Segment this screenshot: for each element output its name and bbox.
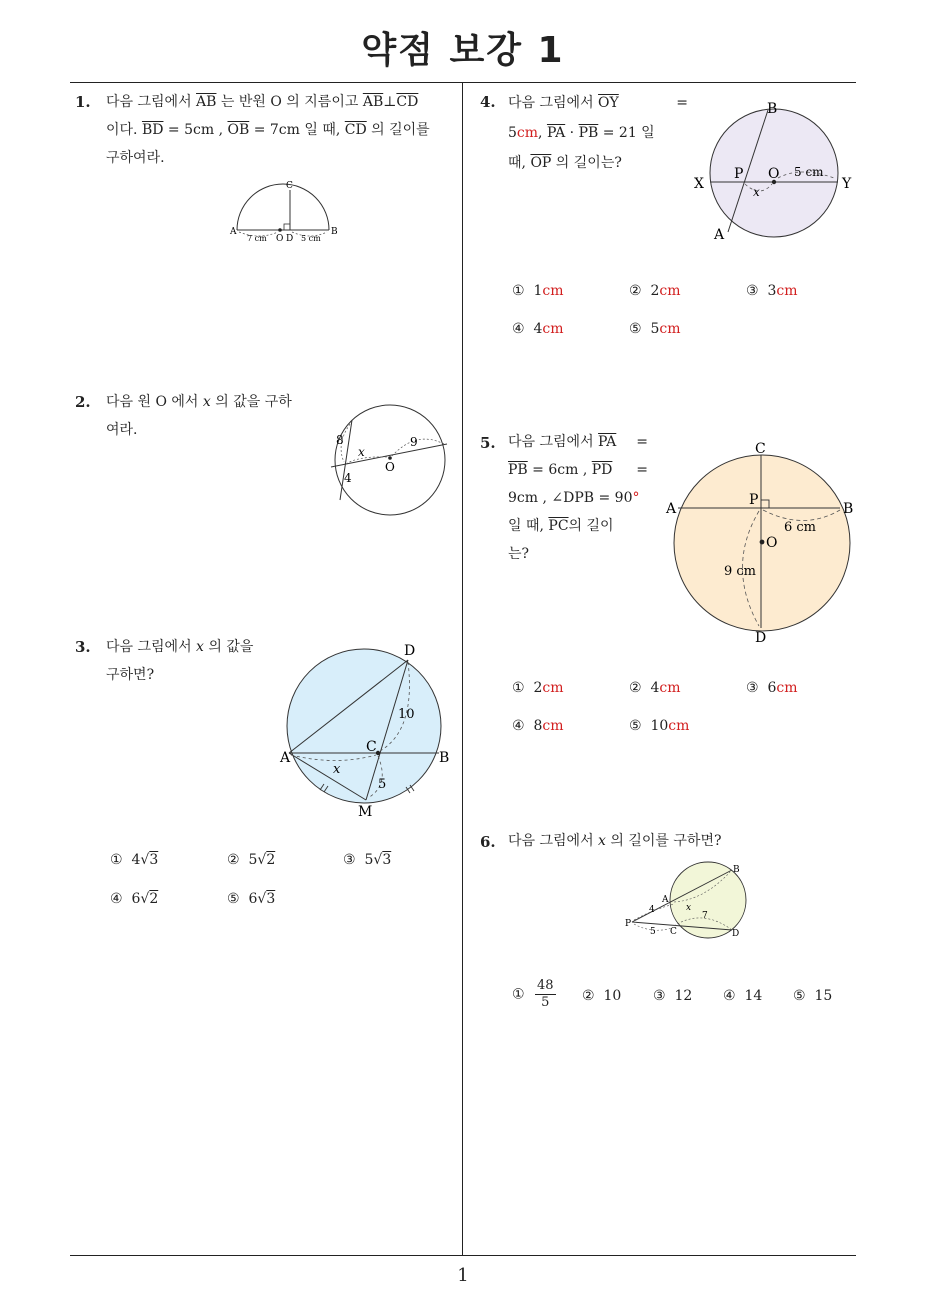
q3-choice-2[interactable]: ② 5√2 xyxy=(227,852,276,868)
q5-text: 다음 그림에서 $\overline{PA}$ = $\overline{PB} = 6cm$ , $\overline{PD}$ = 9cm , ∠DPB = 90° 일 때, $\overline{PC}$의 길이 는? xyxy=(508,434,648,562)
svg-text:7 cm: 7 cm xyxy=(247,234,267,243)
svg-text:P: P xyxy=(625,919,632,929)
q2-number: 2. xyxy=(75,393,91,411)
sqrt-sign: √ xyxy=(257,891,267,907)
q3-number: 3. xyxy=(75,638,91,656)
header-rule xyxy=(70,82,856,83)
svg-text:9: 9 xyxy=(410,435,418,449)
svg-text:O: O xyxy=(768,166,780,182)
svg-text:x: x xyxy=(358,445,365,459)
q5-choice-3[interactable]: ③ 6cm xyxy=(746,680,798,696)
q3-choice-5[interactable]: ⑤ 6√3 xyxy=(227,891,276,907)
q5-choice-1[interactable]: ① 2cm xyxy=(512,680,564,696)
svg-text:B: B xyxy=(331,227,338,237)
svg-text:D: D xyxy=(404,643,416,659)
svg-text:O: O xyxy=(385,460,395,474)
q6-choice-5[interactable]: ⑤ 15 xyxy=(793,988,833,1004)
q5-choice-2[interactable]: ② 4cm xyxy=(629,680,681,696)
q5-choice-5[interactable]: ⑤ 10cm xyxy=(629,718,690,734)
q5-circle-figure xyxy=(664,437,860,649)
page-title: 약점 보강 1 xyxy=(361,30,565,71)
svg-text:O: O xyxy=(766,535,778,551)
sqrt-sign: √ xyxy=(257,852,267,868)
q4-choice-5[interactable]: ⑤ 5cm xyxy=(629,321,681,337)
q3-choice-1[interactable]: ① 4√3 xyxy=(110,852,159,868)
svg-text:O: O xyxy=(276,234,284,244)
q4-number: 4. xyxy=(480,93,496,111)
svg-text:4: 4 xyxy=(649,905,655,915)
q4-circle-figure xyxy=(690,98,858,246)
svg-text:D: D xyxy=(286,234,294,244)
svg-text:4: 4 xyxy=(344,471,352,485)
svg-text:B: B xyxy=(439,750,450,766)
q4-text: 다음 그림에서 $\overline{OY}$ = 5cm, $\overline{PA} \cdot \overline{PB} = 21$ 일 때, $\overline{OP}$ 의 길이는? xyxy=(508,95,688,171)
q1-text: 다음 그림에서 $\overline{AB}$ 는 반원 O 의 지름이고 $\overline{AB}\perp\overline{CD}$ 이다. $\overline{BD} = 5cm$ , $\overline{OB} = 7cm$ 일 때, $\overline{CD}$ 의 길이를 구하여라. xyxy=(106,94,430,166)
svg-text:A: A xyxy=(230,227,237,237)
q6-number: 6. xyxy=(480,833,496,851)
q6-text: 다음 그림에서 x 의 길이를 구하면? xyxy=(508,833,722,849)
q3-text: 다음 그림에서 x 의 값을 구하면? xyxy=(106,639,254,683)
svg-text:B: B xyxy=(843,501,854,517)
svg-text:C: C xyxy=(670,927,677,937)
svg-text:5: 5 xyxy=(650,927,656,937)
svg-text:C: C xyxy=(755,441,766,457)
svg-text:B: B xyxy=(733,865,740,875)
q2-circle-figure xyxy=(328,402,450,520)
q6-choice-3[interactable]: ③ 12 xyxy=(653,988,693,1004)
svg-text:5: 5 xyxy=(378,777,387,792)
svg-text:A: A xyxy=(662,895,669,905)
svg-text:Y: Y xyxy=(842,176,852,192)
svg-text:A: A xyxy=(666,501,677,517)
q4-choice-4[interactable]: ④ 4cm xyxy=(512,321,564,337)
page-number: 1 xyxy=(457,1265,469,1286)
q4-choice-2[interactable]: ② 2cm xyxy=(629,283,681,299)
q6-choice-2[interactable]: ② 10 xyxy=(582,988,622,1004)
q3-choice-3[interactable]: ③ 5√3 xyxy=(343,852,392,868)
svg-text:B: B xyxy=(767,101,778,117)
svg-text:9 cm: 9 cm xyxy=(724,564,757,579)
svg-text:5 cm: 5 cm xyxy=(794,165,824,179)
svg-text:D: D xyxy=(732,929,740,939)
svg-text:5 cm: 5 cm xyxy=(301,234,321,243)
footer-rule xyxy=(70,1255,856,1256)
svg-text:X: X xyxy=(694,176,704,192)
svg-text:10: 10 xyxy=(398,707,415,722)
svg-text:A: A xyxy=(280,750,291,766)
svg-text:P: P xyxy=(749,492,759,508)
sqrt-sign: √ xyxy=(140,891,150,907)
q3-circle-figure xyxy=(278,640,458,822)
svg-text:D: D xyxy=(755,630,767,646)
svg-text:M: M xyxy=(358,804,373,820)
svg-text:x: x xyxy=(686,903,692,913)
q1-semicircle-figure xyxy=(225,178,340,246)
svg-text:P: P xyxy=(734,166,744,182)
svg-text:C: C xyxy=(366,739,377,755)
svg-text:A: A xyxy=(714,227,725,243)
sqrt-sign: √ xyxy=(140,852,150,868)
q1-number: 1. xyxy=(75,93,91,111)
q6-circle-figure xyxy=(622,860,748,942)
q6-choice-4[interactable]: ④ 14 xyxy=(723,988,763,1004)
svg-text:7: 7 xyxy=(702,911,708,921)
svg-text:8: 8 xyxy=(336,433,344,447)
svg-text:x: x xyxy=(333,762,341,777)
q4-choice-1[interactable]: ① 1cm xyxy=(512,283,564,299)
svg-text:C: C xyxy=(286,181,293,191)
svg-text:x: x xyxy=(753,185,760,199)
q3-choice-4[interactable]: ④ 6√2 xyxy=(110,891,159,907)
q5-choice-4[interactable]: ④ 8cm xyxy=(512,718,564,734)
q5-number: 5. xyxy=(480,434,496,452)
q6-choice-1[interactable]: ① $\frac{48}{5}$ xyxy=(512,978,554,1010)
column-divider xyxy=(462,82,463,1255)
sqrt-sign: √ xyxy=(373,852,383,868)
q2-text: 다음 원 O 에서 x 의 값을 구하 여라. xyxy=(106,394,292,438)
svg-text:6 cm: 6 cm xyxy=(784,520,817,535)
q4-choice-3[interactable]: ③ 3cm xyxy=(746,283,798,299)
